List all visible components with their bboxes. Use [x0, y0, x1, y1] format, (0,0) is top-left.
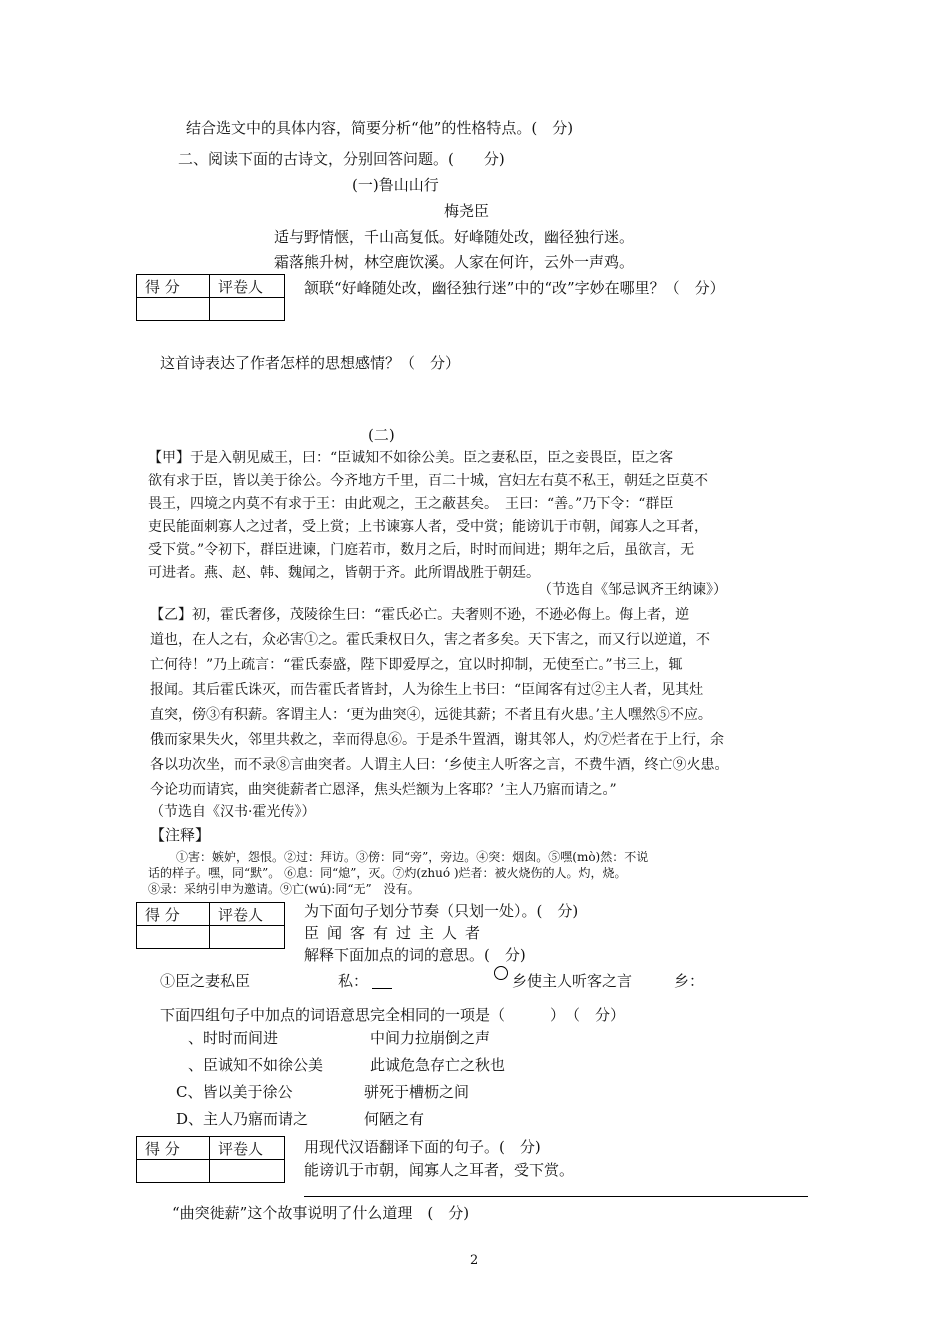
poem-line-1: 适与野情惬，千山高复低。好峰随处改，幽径独行迷。 [274, 228, 635, 246]
choice-c-right: 骈死于槽枥之间 [364, 1083, 470, 1101]
grader-label: 评卷人 [210, 1137, 285, 1160]
score-box-2 [136, 902, 285, 949]
poem-question-2: 这首诗表达了作者怎样的思想感情？（ 分） [160, 354, 461, 372]
question-rhythm: 为下面句子划分节奏（只划一处）。( 分) [304, 902, 579, 920]
poem-author: 梅尧臣 [444, 202, 490, 220]
passage-source: （节选自《汉书·霍光传》） [150, 804, 316, 820]
poem-line-2: 霜落熊升树，林空鹿饮溪。人家在何许，云外一声鸡。 [274, 253, 635, 271]
score-box-3 [136, 1136, 285, 1183]
notes-heading: 【注释】 [150, 826, 211, 844]
passage-line: 亡何待！”乃上疏言：“霍氏泰盛，陛下即爱厚之，宜以时抑制，无使至亡。”书三上，辄 [150, 657, 683, 673]
passage-line: 【乙】初，霍氏奢侈，茂陵徐生曰：“霍氏必亡。夫奢则不逊，不逊必侮上。侮上者，逆 [150, 607, 690, 623]
choice-b-left: 、臣诚知不如徐公美 [188, 1056, 324, 1074]
choice-a-right: 中间力拉崩倒之声 [370, 1029, 491, 1047]
answer-line [304, 1196, 808, 1197]
note-line: 话的样子。嘿，同“默”。 ⑥息：同“熄”，灭。⑦灼(zhuó )烂者：被火烧伤的人。灼，烧。 [148, 866, 627, 880]
page-number: 2 [470, 1253, 479, 1268]
score-box-1 [136, 274, 285, 321]
score-label: 得 分 [137, 1137, 210, 1160]
choice-b-right: 此诚危急存亡之秋也 [370, 1056, 506, 1074]
question-define: 解释下面加点的词的意思。( 分) [304, 946, 526, 964]
circle-marker [494, 966, 508, 980]
translate-sentence: 能谤讥于市朝，闻寡人之耳者，受下赏。 [304, 1161, 575, 1179]
score-cell[interactable] [137, 1160, 210, 1183]
passage-line: 受下赏。”令初下，群臣进谏，门庭若市，数月之后，时时而间进；期年之后，虽欲言，无 [148, 542, 695, 558]
define-word-1: 私： [338, 972, 369, 990]
note-line: ①害：嫉妒，怨恨。②过：拜访。③傍：同“旁”，旁边。④突：烟囱。⑤嘿(mò)然：不说 [176, 850, 649, 864]
grader-cell[interactable] [210, 298, 285, 321]
passage-line: 欲有求于臣，皆以美于徐公。今齐地方千里，百二十城，宫妇左右莫不私王，朝廷之臣莫不 [148, 473, 708, 489]
grader-cell[interactable] [210, 926, 285, 949]
choice-d-left: D、主人乃寤而请之 [176, 1110, 309, 1128]
grader-cell[interactable] [210, 1160, 285, 1183]
passage-line: 【甲】于是入朝见威王，曰：“臣诚知不如徐公美。臣之妻私臣，臣之妾畏臣，臣之客 [148, 450, 674, 466]
grader-label: 评卷人 [210, 903, 285, 926]
choice-d-right: 何陋之有 [364, 1110, 425, 1128]
passage-line: 道也，在人之右，众必害①之。霍氏秉权日久，害之者多矣。天下害之，而又行以逆道，不 [150, 632, 710, 648]
question-lesson: “曲突徙薪”这个故事说明了什么道理 ( 分) [172, 1204, 470, 1222]
rhythm-sentence: 臣闻客有过主人者 [304, 924, 489, 942]
score-label: 得 分 [137, 275, 210, 298]
poem-question-1: 颔联“好峰随处改，幽径独行迷”中的“改”字妙在哪里？（ 分） [304, 279, 725, 297]
passage-line: 直突，傍③有积薪。客谓主人：‘更为曲突④，远徙其薪；不者且有火患。’主人嘿然⑤不应。 [150, 707, 712, 723]
passage-source: （节选自《邹忌讽齐王纳谏》） [538, 582, 727, 598]
passage-line: 畏王，四境之内莫不有求于王：由此观之，王之蔽甚矣。 王曰：“善。”乃下令：“群臣 [148, 496, 674, 512]
passage-line: 今论功而请宾，曲突徙薪者亡恩泽，焦头烂额为上客耶？’主人乃寤而请之。” [150, 782, 617, 798]
question-translate: 用现代汉语翻译下面的句子。( 分) [304, 1138, 541, 1156]
question-character-analysis: 结合选文中的具体内容，简要分析“他”的性格特点。( 分) [186, 119, 574, 137]
grader-label: 评卷人 [210, 275, 285, 298]
poem-title: (一)鲁山山行 [352, 176, 439, 194]
passage-line: 报闻。其后霍氏诛灭，而告霍氏者皆封，人为徐生上书曰：“臣闻客有过②主人者，见其灶 [150, 682, 704, 698]
answer-blank [372, 988, 392, 989]
passage-line: 可进者。燕、赵、韩、魏闻之，皆朝于齐。此所谓战胜于朝廷。 [148, 565, 540, 581]
passage-line: 各以功次坐，而不录⑧言曲突者。人谓主人曰：‘乡使主人听客之言，不费牛酒，终亡⑨火患。 [150, 757, 729, 773]
prose-title: (二) [368, 426, 395, 444]
define-item-1: ①臣之妻私臣 [160, 972, 251, 990]
define-item-2: 乡使主人听客之言 [512, 972, 633, 990]
passage-line: 俄而家果失火，邻里共救之，幸而得息⑥。于是杀牛置酒，谢其邻人，灼⑦烂者在于上行，余 [150, 732, 724, 748]
section-heading: 二、阅读下面的古诗文，分别回答问题。( 分) [178, 150, 505, 168]
score-cell[interactable] [137, 926, 210, 949]
score-cell[interactable] [137, 298, 210, 321]
define-word-2: 乡： [674, 972, 705, 990]
passage-line: 吏民能面刺寡人之过者，受上赏；上书谏寡人者，受中赏；能谤讥于市朝，闻寡人之耳者， [148, 519, 708, 535]
question-choice: 下面四组句子中加点的词语意思完全相同的一项是（ ） （ 分） [160, 1006, 626, 1024]
score-label: 得 分 [137, 903, 210, 926]
choice-c-left: C、皆以美于徐公 [176, 1083, 293, 1101]
note-line: ⑧录：采纳引申为邀请。⑨亡(wú):同“无” 没有。 [148, 882, 420, 896]
choice-a-left: 、时时而间进 [188, 1029, 279, 1047]
